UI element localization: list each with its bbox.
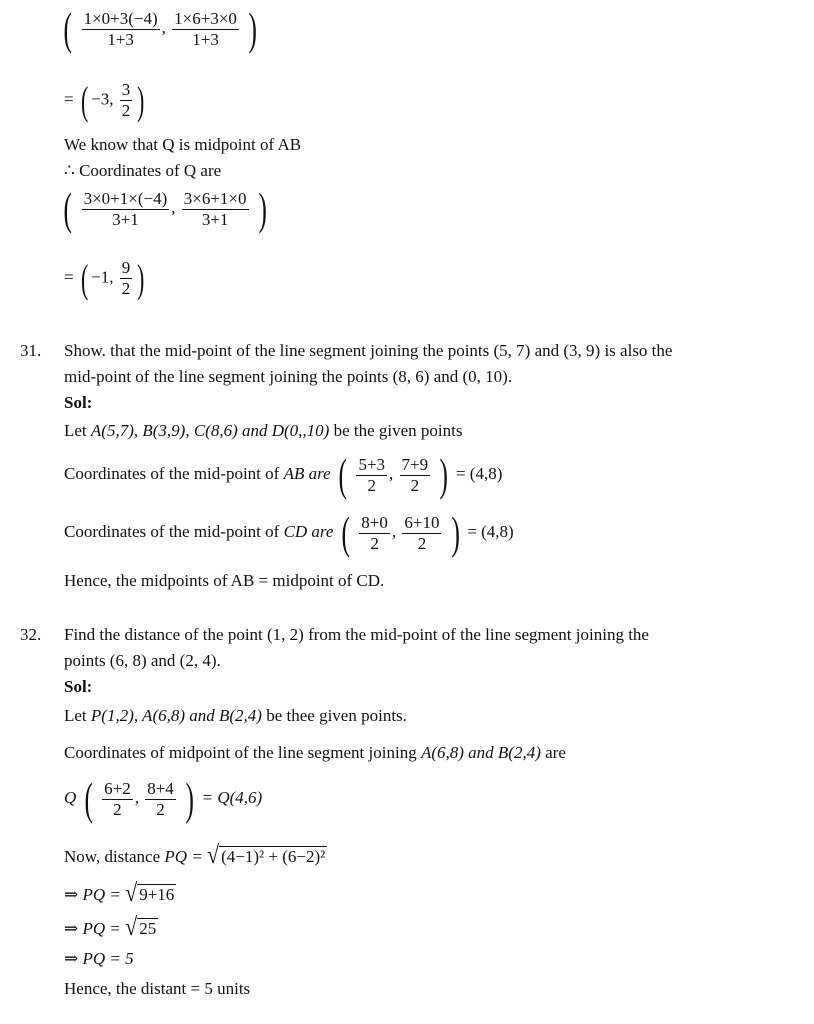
denominator: 2 [121,279,131,298]
left-paren: ( [80,77,89,123]
therefore-statement: ∴ Coordinates of Q are [64,161,222,180]
midpoint-statement: We know that Q is midpoint of AB [64,135,302,154]
left-paren: ( [80,255,89,301]
lhs: ⇒ PQ = [64,919,121,938]
fraction [145,779,176,820]
x-coord: −1, [91,267,114,287]
left-paren: ( [341,507,350,558]
result: = (4,8) [455,463,503,483]
midpoint-line [64,742,566,764]
numerator: 9 [121,258,131,277]
question-number: 31. [20,341,42,360]
right-paren: ) [439,449,449,500]
fraction [102,779,133,820]
segment-label: CD are [283,521,334,541]
sqrt-icon: √ [207,840,220,869]
right-paren: ) [185,773,194,824]
radicand: 25 [139,919,157,938]
sqrt-icon: √ [125,878,138,907]
denominator: 2 [410,475,420,495]
numerator: 3 [121,80,131,99]
denominator: 2 [417,533,427,553]
sol-label [64,676,92,698]
right-paren: ) [137,77,145,123]
sol-text: Sol: [64,393,93,412]
result: = Q(4,6) [201,787,263,807]
question-text-line: points (6, 8) and (2, 4). [64,651,221,670]
right-paren: ) [137,255,145,301]
denominator: 2 [121,101,131,120]
numerator: 1×6+3×0 [174,8,237,28]
lhs: ⇒ PQ = [64,885,121,904]
section-formula-q: ( $\frac{3\times 0+1\times(-4)}{3+1}$ , $\frac{3\times 6+1\times 0}{3+1}$ ) [63,183,267,234]
segment-label: AB are [283,463,331,483]
question-text-line: Find the distance of the point (1, 2) from the mid-point of the line segment joining the [64,625,649,644]
numerator: 8+0 [361,512,388,532]
numerator: 3×6+1×0 [183,188,247,208]
section-formula-p: ( $\frac{1\times 0+3(-4)}{1+3}$ , $\frac{1\times 6+3\times 0}{1+3}$ ) [63,3,258,54]
lhs: PQ = [164,847,203,866]
numerator: 8+4 [147,778,174,798]
radicand: (4−1)² + (6−2)² [221,847,326,866]
sol-label [64,392,92,414]
sqrt-icon: √ [125,912,138,941]
midpoint-q: Q ( $\frac{6+2}{2}$ , $\frac{8+4}{2}$ ) = Q(4,6) [64,773,263,824]
denominator: 2 [367,475,376,495]
left-paren: ( [338,449,347,500]
let-word: Let [64,706,87,725]
step-line [64,948,134,970]
question-number: 32. [20,625,42,644]
question-text-line: Show. that the mid-point of the line segment joining the points (5, 7) and (3, 9) is also the [64,341,673,360]
right-paren: ) [258,183,267,234]
midpoint-ab: Coordinates of the mid-point of AB are ( $\frac{5+3}{2}$ , $\frac{7+9}{2}$ ) = (4,8) [64,449,503,500]
line-suffix: are [545,743,566,762]
fraction [82,9,160,50]
numerator: 6+10 [404,512,440,532]
line-prefix: Coordinates of the mid-point of [64,463,280,483]
fraction [402,513,441,554]
x-coord: −3, [91,89,114,109]
result-p [64,77,148,123]
fraction [400,455,431,496]
fraction [82,189,170,230]
denominator: 2 [156,799,165,819]
right-paren: ) [248,3,258,54]
let-word: Let [64,421,87,440]
sol-text: Sol: [64,677,93,696]
denominator: 3+1 [112,209,139,229]
numerator: 5+3 [358,454,386,474]
conclusion: Hence, the midpoints of AB = midpoint of CD. [64,571,385,590]
fraction [182,189,249,230]
denominator: 1+3 [107,29,134,49]
given-points: A(5,7), B(3,9), C(8,6) and D(0,,10) [90,421,330,440]
result-q [64,255,148,301]
numerator: 7+9 [401,454,429,474]
line-prefix: Now, distance [64,847,161,866]
denominator: 2 [113,799,122,819]
line-prefix: Coordinates of midpoint of the line segment joining [64,743,417,762]
point-label: Q [64,787,77,807]
let-statement [64,420,463,442]
left-paren: ( [63,3,72,54]
distance-formula [64,840,327,869]
numerator: 6+2 [104,778,131,798]
left-paren: ( [63,183,72,234]
left-paren: ( [83,773,93,824]
fraction [172,9,239,50]
let-suffix: be the given points [333,421,463,440]
midpoint-cd: Coordinates of the mid-point of CD are ( $\frac{8+0}{2}$ , $\frac{6+10}{2}$ ) = (4,8) [64,507,514,558]
given-points: A(6,8) and B(2,4) [420,743,541,762]
numerator: 3×0+1×(−4) [83,188,168,208]
equals: = [64,267,74,287]
question-text-line: mid-point of the line segment joining the points (8, 6) and (0, 10). [64,367,513,386]
fraction [359,513,390,554]
line-prefix: Coordinates of the mid-point of [64,521,280,541]
fraction [120,80,133,121]
result: = (4,8) [467,521,514,541]
step-line [64,912,158,941]
denominator: 2 [370,533,379,553]
fraction [356,455,387,496]
right-paren: ) [451,507,460,558]
fraction [120,258,133,299]
numerator: 1×0+3(−4) [83,8,158,28]
step-line [64,878,176,907]
let-suffix: be thee given points. [266,706,407,725]
result: ⇒ PQ = 5 [64,949,134,968]
let-statement [64,705,407,727]
given-points: P(1,2), A(6,8) and B(2,4) [90,706,262,725]
radicand: 9+16 [139,885,175,904]
denominator: 1+3 [192,29,219,49]
denominator: 3+1 [201,209,229,229]
final-answer: Hence, the distant = 5 units [64,979,251,998]
equals: = [64,89,74,109]
